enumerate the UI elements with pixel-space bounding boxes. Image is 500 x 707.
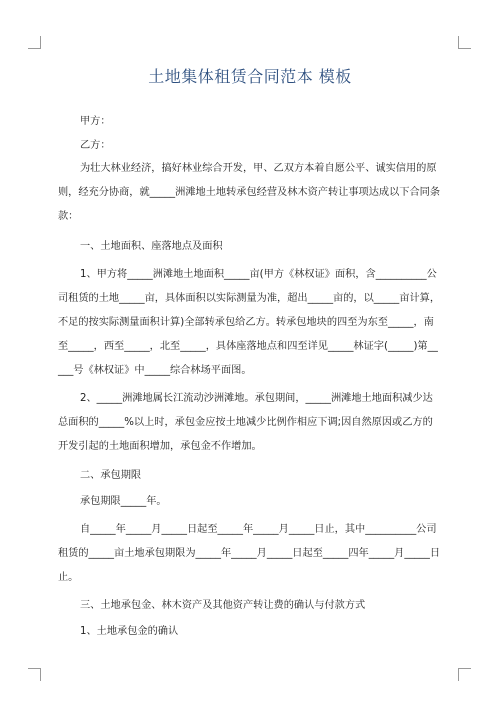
term-detail-line: 止。: [58, 572, 79, 583]
clause-line: 1、甲方将_____洲滩地土地面积_____亩(甲方《林权证》面积，含__________公: [80, 269, 437, 280]
document-title: 土地集体租赁合同范本 模板: [148, 67, 352, 86]
clause-line: 总面积的_____%以上时，承包金应按土地减少比例作相应下调;因自然原因或乙方的: [58, 417, 433, 428]
crop-mark-top-right: [458, 36, 471, 49]
crop-mark-bottom-left: [28, 668, 41, 681]
clause-line: 司租赁的土地_____亩，具体面积以实际测量为准，超出_____亩的，以_____亩计算，: [58, 293, 441, 304]
party-a-label: 甲方：: [80, 116, 111, 127]
clause-line: 开发引起的土地面积增加，承包金不作增加。: [58, 441, 262, 452]
preamble-line: 则，经充分协商，就_____洲滩地土地转承包经营及林木资产转让事项达成以下合同条: [58, 187, 441, 198]
clause-line: 不足的按实际测量面积计算)全部转承包给乙方。转承包地块的四至为东至_____，南: [58, 317, 434, 328]
term-line: 承包期限_____年。: [80, 496, 167, 507]
section-2-heading: 二、承包期限: [80, 470, 142, 481]
clause-line: 2、_____洲滩地属长江流动沙洲滩地。承包期间，_____洲滩地土地面积减少达: [80, 393, 433, 404]
section-1-heading: 一、土地面积、座落地点及面积: [80, 241, 223, 252]
term-detail-line: 租赁的_____亩土地承包期限为_____年_____月_____日起至_____四年_____月_____日: [58, 548, 441, 559]
preamble-line: 为壮大林业经济，搞好林业综合开发，甲、乙双方本着自愿公平、诚实信用的原: [80, 163, 437, 174]
clause-line: ___号《林权证》中_____综合林场平面图。: [58, 365, 252, 376]
crop-mark-bottom-right: [458, 668, 471, 681]
preamble-line: 款：: [58, 211, 79, 222]
crop-mark-top-left: [28, 36, 41, 49]
section-3-subheading: 1、土地承包金的确认: [80, 626, 179, 637]
term-detail-line: 自_____年_____月_____日起至_____年_____月_____日止，其中__________公司: [80, 524, 437, 535]
section-3-heading: 三、土地承包金、林木资产及其他资产转让费的确认与付款方式: [80, 600, 366, 611]
party-b-label: 乙方：: [80, 140, 111, 151]
clause-line: 至_____，西至_____，北至_____，具体座落地点和四至详见_____林证字(_____)第__: [58, 341, 438, 352]
